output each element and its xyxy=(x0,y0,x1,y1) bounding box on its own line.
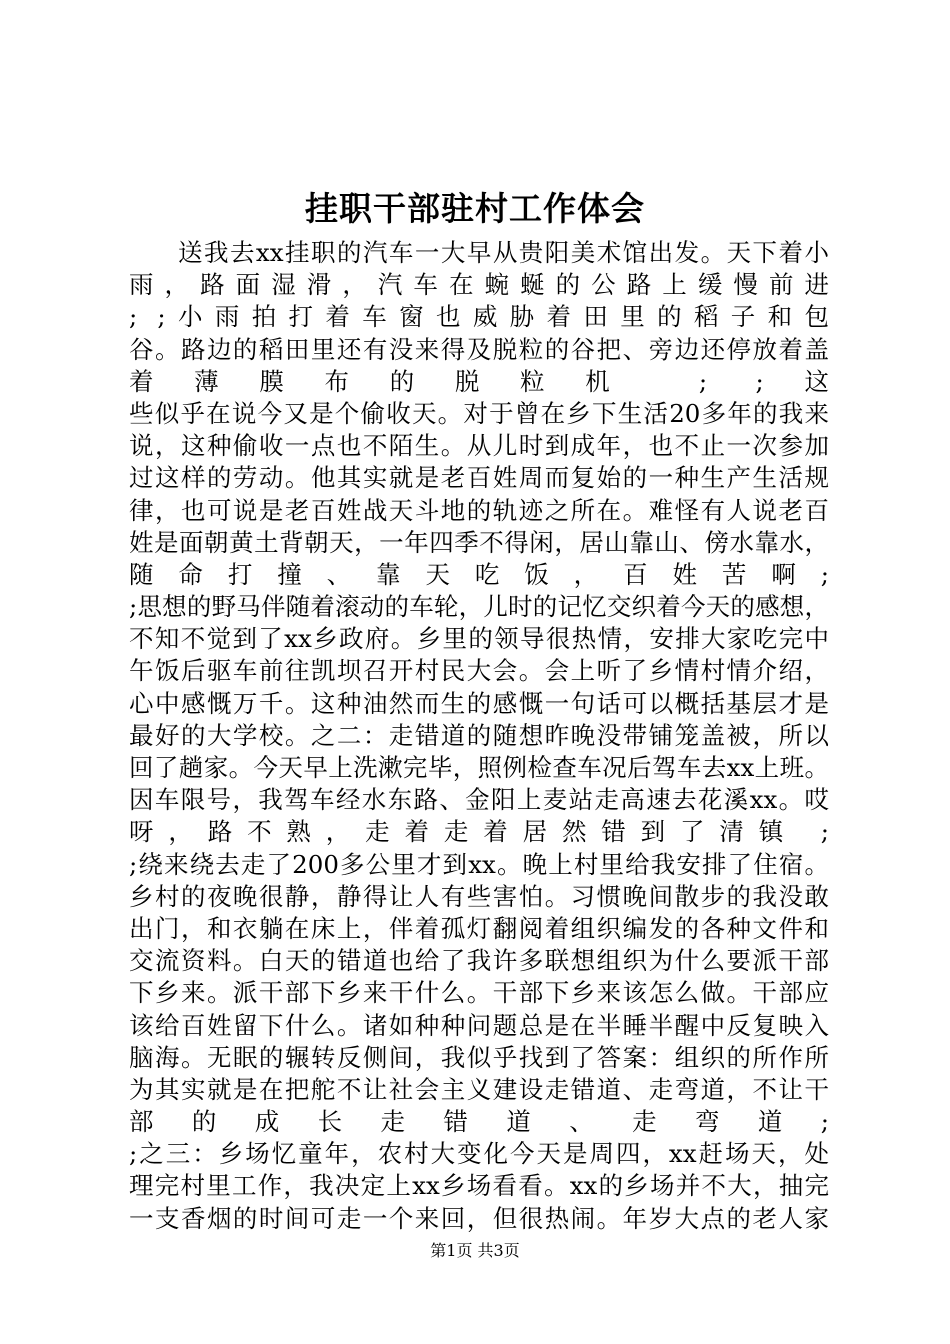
text-line: 不知不觉到了xx乡政府。乡里的领导很热情，安排大家吃完中 xyxy=(129,624,829,654)
text-line: 着薄膜布的脱粒机 ; ;这 xyxy=(129,366,829,396)
text-line: 乡村的夜晚很静，静得让人有些害怕。习惯晚间散步的我没敢 xyxy=(129,881,829,911)
text-line: 雨 ， 路 面 湿 滑 ， 汽 车 在 蜿 蜒 的 公 路 上 缓 慢 前 进 xyxy=(129,270,829,300)
text-line: 脑海。无眠的辗转反侧间，我似乎找到了答案：组织的所作所 xyxy=(129,1042,829,1072)
text-line: 该给百姓留下什么。诸如种种问题总是在半睡半醒中反复映入 xyxy=(129,1010,829,1040)
text-line: 送我去xx挂职的汽车一大早从贵阳美术馆出发。天下着小 xyxy=(178,238,829,267)
text-line: 些似乎在说今又是个偷收天。对于曾在乡下生活20多年的我来 xyxy=(129,398,829,428)
text-line: 心中感慨万千。这种油然而生的感慨一句话可以概括基层才是 xyxy=(129,688,829,718)
page-footer: 第1页 共3页 xyxy=(430,1241,520,1260)
text-line: 回了趟家。今天早上洗漱完毕，照例检查车况后驾车去xx上班。 xyxy=(129,753,829,782)
text-line: 谷。路边的稻田里还有没来得及脱粒的谷把、旁边还停放着盖 xyxy=(129,334,829,364)
text-line: 部 的 成 长 走 错 道 、 走 弯 道 ; xyxy=(129,1107,829,1137)
text-line: 律，也可说是老百姓战天斗地的轨迹之所在。难怪有人说老百 xyxy=(129,495,829,525)
text-line: 下乡来。派干部下乡来干什么。干部下乡来该怎么做。干部应 xyxy=(129,978,829,1008)
text-line: ; ;小雨拍打着车窗也威胁着田里的稻子和包 xyxy=(129,302,829,332)
text-line: 说，这种偷收一点也不陌生。从儿时到成年，也不止一次参加 xyxy=(129,431,829,461)
text-line: 为其实就是在把舵不让社会主义建设走错道、走弯道，不让干 xyxy=(129,1074,829,1104)
text-line: 交流资料。白天的错道也给了我许多联想组织为什么要派干部 xyxy=(129,946,829,976)
text-line: 午饭后驱车前往凯坝召开村民大会。会上听了乡情村情介绍， xyxy=(129,656,829,686)
text-line: 随 命 打 撞 、 靠 天 吃 饭 ， 百 姓 苦 啊 ; xyxy=(129,559,829,589)
text-line: 姓是面朝黄土背朝天，一年四季不得闲，居山靠山、傍水靠水， xyxy=(129,527,829,557)
text-line: 因车限号，我驾车经水东路、金阳上麦站走高速去花溪xx。哎 xyxy=(129,785,829,815)
text-line: ;绕来绕去走了200多公里才到xx。晚上村里给我安排了住宿。 xyxy=(129,849,829,879)
text-line: 呀，路不熟，走着走着居然错到了清镇 ; xyxy=(129,817,829,847)
text-line: 理完村里工作，我决定上xx乡场看看。xx的乡场并不大，抽完 xyxy=(129,1171,829,1201)
text-line: ;思想的野马伴随着滚动的车轮，儿时的记忆交织着今天的感想， xyxy=(129,592,829,622)
document-title: 挂职干部驻村工作体会 xyxy=(305,189,645,228)
text-line: 过这样的劳动。他其实就是老百姓周而复始的一种生产生活规 xyxy=(129,463,829,493)
document-body xyxy=(129,237,829,1235)
text-line: 最好的大学校。之二：走错道的随想昨晚没带铺笼盖被，所以 xyxy=(129,720,829,750)
text-line: ;之三：乡场忆童年，农村大变化今天是周四，xx赶场天，处 xyxy=(129,1139,829,1169)
text-line: 一支香烟的时间可走一个来回，但很热闹。年岁大点的老人家 xyxy=(129,1203,829,1233)
text-line: 出门，和衣躺在床上，伴着孤灯翻阅着组织编发的各种文件和 xyxy=(129,913,829,943)
